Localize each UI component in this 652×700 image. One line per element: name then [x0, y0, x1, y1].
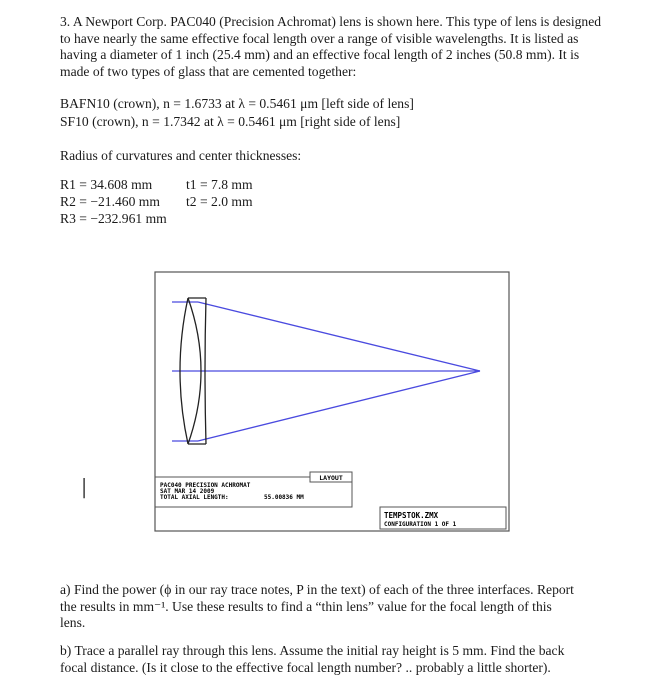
configuration: CONFIGURATION 1 OF 1 [384, 521, 457, 528]
diagram-date: SAT MAR 14 2009 [160, 488, 215, 495]
question-b: b) Trace a parallel ray through this lens. Assume the initial ray height is 5 mm. Find the back focal distance. (Is it close to the effective focal length number? .. probably a little shorter). [60, 643, 565, 675]
radius-r2: R2 = −21.460 mm [60, 194, 160, 209]
lens-layout-diagram [154, 271, 510, 532]
problem-intro: 3. A Newport Corp. PAC040 (Precision Achromat) lens is shown here. This type of lens is designed to have nearly the same effective focal length over a range of visible wavelengths. It is listed as having a diameter of 1 inch (25.4 mm) and an effective focal length of 2 inches (50.8 mm). It is made of two types of glass that are cemented together: [60, 14, 602, 79]
text-cursor-icon: I [80, 472, 89, 505]
glass-line-sf10: SF10 (crown), n = 1.7342 at λ = 0.5461 μm [right side of lens] [60, 114, 401, 129]
axial-length-value: 55.00836 MM [264, 494, 304, 501]
question-a: a) Find the power (ϕ in our ray trace notes, P in the text) of each of the three interfaces. Report the results in mm⁻¹. Use these results to find a “thin lens” value for the focal length of this lens. [60, 582, 574, 631]
diagram-title: PAC040 PRECISION ACHROMAT [160, 482, 251, 489]
thickness-t1: t1 = 7.8 mm [186, 177, 253, 192]
radius-heading: Radius of curvatures and center thicknesses: [60, 148, 302, 163]
glass-line-bafn10: BAFN10 (crown), n = 1.6733 at λ = 0.5461 μm [left side of lens] [60, 96, 414, 111]
layout-label: LAYOUT [319, 474, 343, 482]
radius-r1: R1 = 34.608 mm [60, 177, 153, 192]
thickness-t2: t2 = 2.0 mm [186, 194, 253, 209]
file-name: TEMPSTOK.ZMX [384, 511, 439, 520]
axial-length-label: TOTAL AXIAL LENGTH: [160, 494, 229, 501]
radius-r3: R3 = −232.961 mm [60, 211, 167, 226]
